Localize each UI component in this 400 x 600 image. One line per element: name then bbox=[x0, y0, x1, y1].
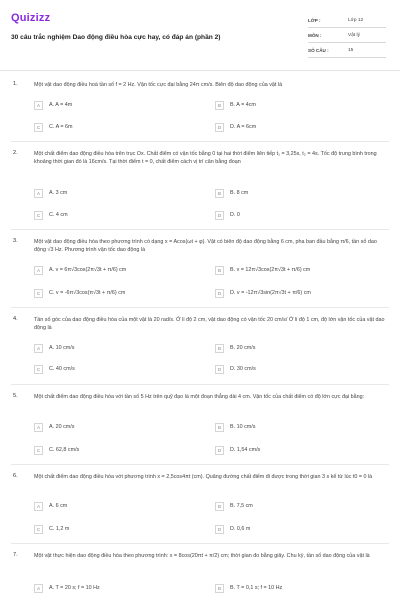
option-text: D. 30 cm/s bbox=[230, 366, 256, 372]
option-text: A. 20 cm/s bbox=[49, 424, 75, 430]
option-letter: B bbox=[215, 502, 224, 511]
option-letter: C bbox=[34, 211, 43, 220]
option-text: D. 1,54 cm/s bbox=[230, 447, 261, 453]
option-text: C. A = 6m bbox=[49, 124, 73, 130]
option-d[interactable] bbox=[215, 363, 375, 375]
option-text: C. 62,8 cm/s bbox=[49, 447, 80, 453]
divider bbox=[11, 384, 389, 385]
option-d[interactable] bbox=[215, 523, 375, 535]
option-letter: B bbox=[215, 344, 224, 353]
question-number: 7. bbox=[13, 552, 18, 558]
divider bbox=[11, 543, 389, 544]
question-number: 3. bbox=[13, 238, 18, 244]
option-text: B. T = 0,1 s; f = 10 Hz bbox=[230, 585, 283, 591]
meta-row-class bbox=[308, 13, 386, 28]
option-letter: A bbox=[34, 423, 43, 432]
option-text: B. 10 cm/s bbox=[230, 424, 256, 430]
option-letter: D bbox=[215, 525, 224, 534]
divider bbox=[11, 307, 389, 308]
option-letter: B bbox=[215, 584, 224, 593]
option-c[interactable] bbox=[34, 523, 194, 535]
option-text: C. 40 cm/s bbox=[49, 366, 75, 372]
option-letter: C bbox=[34, 525, 43, 534]
option-letter: B bbox=[215, 423, 224, 432]
option-text: A. 10 cm/s bbox=[49, 345, 75, 351]
option-letter: B bbox=[215, 189, 224, 198]
option-letter: D bbox=[215, 289, 224, 298]
question-text: Một vật dao động điều hoà tần số f = 2 Hz. Vận tốc cực đại bằng 24π cm/s. Biên độ dao động của vật là bbox=[34, 82, 283, 88]
meta-row-count bbox=[308, 43, 386, 58]
option-letter: A bbox=[34, 502, 43, 511]
question-number: 1. bbox=[13, 81, 18, 87]
option-b[interactable] bbox=[215, 500, 375, 512]
question-text: Tần số góc của dao động điều hòa của một vật là 20 rad/s. Ở li độ 2 cm, vật dao động có vận tốc 20 cm/s/ Ở li độ 1 cm, độ lớn vận tốc của vật dao động là bbox=[34, 317, 385, 331]
meta-key: MÔN : bbox=[308, 32, 322, 38]
option-text: B. 8 cm bbox=[230, 190, 249, 196]
question-text: Một chất điểm dao động điều hòa trên trục Ox. Chất điểm có vận tốc bằng 0 tại hai thời điểm liên tiếp t₁ = 3,25s, t₂ = 4s. Tốc độ trung bình trong khoảng thời gian đó là 16cm/s. Tại thời điểm t = 0, chất điểm cách vị trí cân bằng đoạn bbox=[34, 151, 377, 165]
option-a[interactable] bbox=[34, 99, 194, 111]
worksheet-header bbox=[0, 0, 400, 71]
option-c[interactable] bbox=[34, 444, 194, 456]
option-text: A. T = 20 s; f = 10 Hz bbox=[49, 585, 100, 591]
option-text: A. 3 cm bbox=[49, 190, 68, 196]
option-letter: B bbox=[215, 266, 224, 275]
option-a[interactable] bbox=[34, 500, 194, 512]
divider bbox=[11, 229, 389, 230]
option-a[interactable] bbox=[34, 421, 194, 433]
question-text: Một vật dao động điều hòa theo phương trình có dạng x = Acos(ωt + φ). Vật có biên độ dao động bằng 6 cm, pha ban đầu bằng π/6, tần số dao động √3 Hz. Phương trình vận tốc dao động là bbox=[34, 239, 377, 253]
option-letter: A bbox=[34, 344, 43, 353]
meta-value: Lớp 12 bbox=[348, 17, 364, 23]
meta-value: Vật lý bbox=[348, 32, 360, 38]
option-a[interactable] bbox=[34, 187, 194, 199]
option-letter: C bbox=[34, 446, 43, 455]
option-letter: C bbox=[34, 365, 43, 374]
option-b[interactable] bbox=[215, 582, 375, 594]
option-c[interactable] bbox=[34, 121, 194, 133]
worksheet-title: 30 câu trắc nghiệm Dao động điều hòa cực hay, có đáp án (phần 2) bbox=[11, 34, 221, 41]
option-letter: D bbox=[215, 123, 224, 132]
question-text: Một chất điểm dao động điều hòa với phương trình x = 2,5cos4πt (cm). Quãng đường chất điểm đi được trong thời gian 3 s kể từ lúc t0 = 0 là bbox=[34, 474, 373, 480]
option-text: D. A = 6cm bbox=[230, 124, 257, 130]
option-d[interactable] bbox=[215, 121, 375, 133]
option-letter: A bbox=[34, 584, 43, 593]
option-text: A. v = 6π√3cos(2π√3t + π/6) cm bbox=[49, 267, 127, 273]
question-text: Một chất điểm dao động điều hòa với tần số 5 Hz trên quỹ đạo là một đoạn thẳng dài 4 cm. Vận tốc của chất điểm có độ lớn cực đại bằng: bbox=[34, 394, 365, 400]
option-text: A. 6 cm bbox=[49, 503, 68, 509]
option-text: B. A = 4cm bbox=[230, 102, 256, 108]
option-text: C. 4 cm bbox=[49, 212, 68, 218]
option-text: A. A = 4m bbox=[49, 102, 73, 108]
option-text: B. 20 cm/s bbox=[230, 345, 256, 351]
option-b[interactable] bbox=[215, 264, 375, 276]
divider bbox=[11, 141, 389, 142]
question-text: Một vật thực hiện dao động điều hòa theo phương trình: x = 8cos(20πt + π/2) cm; thời gian đo bằng giây. Chu kỳ, tần số dao động của vật là bbox=[34, 553, 370, 559]
option-d[interactable] bbox=[215, 209, 375, 221]
option-text: B. 7,5 cm bbox=[230, 503, 253, 509]
question-number: 5. bbox=[13, 393, 18, 399]
option-a[interactable] bbox=[34, 342, 194, 354]
option-text: D. 0 bbox=[230, 212, 240, 218]
option-letter: D bbox=[215, 446, 224, 455]
question-number: 4. bbox=[13, 316, 18, 322]
option-c[interactable] bbox=[34, 363, 194, 375]
option-letter: D bbox=[215, 365, 224, 374]
meta-value: 15 bbox=[348, 47, 354, 53]
option-text: C. v = -6π√3cos(π√3t + π/6) cm bbox=[49, 290, 126, 296]
meta-table bbox=[308, 13, 386, 58]
quizizz-logo: Quizizz bbox=[11, 12, 51, 24]
option-text: D. 0,6 m bbox=[230, 526, 251, 532]
meta-key: SỐ CÂU : bbox=[308, 47, 329, 53]
option-b[interactable] bbox=[215, 187, 375, 199]
option-c[interactable] bbox=[34, 209, 194, 221]
option-letter: A bbox=[34, 266, 43, 275]
option-c[interactable] bbox=[34, 287, 194, 299]
option-d[interactable] bbox=[215, 287, 375, 299]
option-letter: A bbox=[34, 101, 43, 110]
option-letter: B bbox=[215, 101, 224, 110]
option-a[interactable] bbox=[34, 264, 194, 276]
option-a[interactable] bbox=[34, 582, 194, 594]
option-text: B. v = 12π√3cos(2π√3t + π/6) cm bbox=[230, 267, 311, 273]
option-b[interactable] bbox=[215, 421, 375, 433]
question-number: 6. bbox=[13, 473, 18, 479]
option-text: C. 1,2 m bbox=[49, 526, 70, 532]
option-b[interactable] bbox=[215, 99, 375, 111]
meta-row-subject bbox=[308, 28, 386, 43]
question-number: 2. bbox=[13, 150, 18, 156]
option-letter: D bbox=[215, 211, 224, 220]
option-letter: A bbox=[34, 189, 43, 198]
option-d[interactable] bbox=[215, 444, 375, 456]
divider bbox=[11, 464, 389, 465]
meta-key: LỚP : bbox=[308, 17, 321, 23]
option-letter: C bbox=[34, 289, 43, 298]
option-letter: C bbox=[34, 123, 43, 132]
option-b[interactable] bbox=[215, 342, 375, 354]
option-text: D. v = -12π√3sin(2π√3t + π/6) cm bbox=[230, 290, 311, 296]
